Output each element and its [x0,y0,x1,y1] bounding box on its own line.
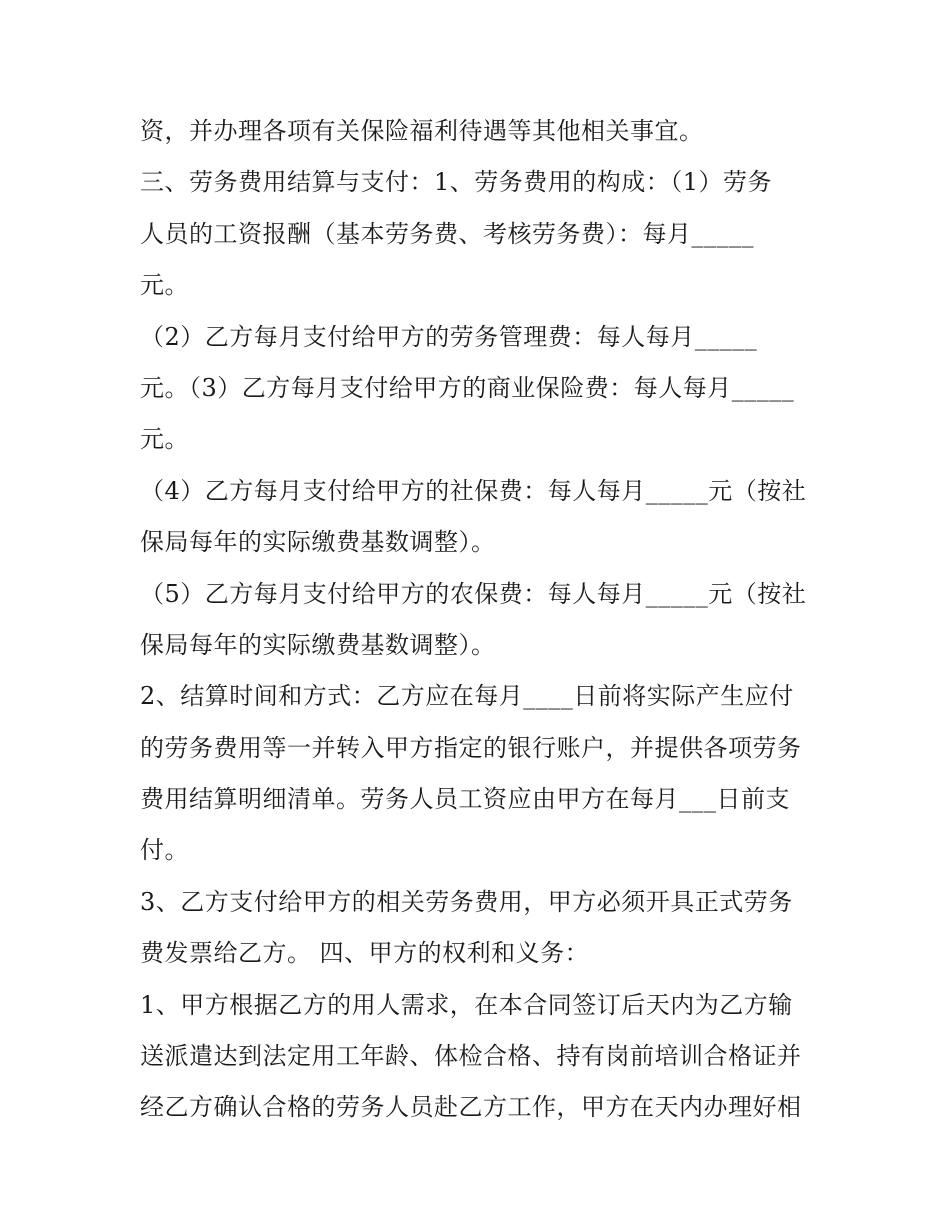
text-line: （5）乙方每月支付给甲方的农保费：每人每月_____元（按社 [140,579,807,608]
text-line: 的劳务费用等一并转入甲方指定的银行账户，并提供各项劳务 [140,733,802,762]
text-line: 送派遣达到法定用工年龄、体检合格、持有岗前培训合格证并 [140,1042,802,1071]
text-line: 元。 [140,425,189,454]
text-line: 元。（3）乙方每月支付给甲方的商业保险费：每人每月_____ [140,373,795,402]
text-line: 元。 [140,271,189,300]
text-line: 资，并办理各项有关保险福利待遇等其他相关事宜。 [140,117,704,145]
text-line: 费用结算明细清单。劳务人员工资应由甲方在每月___日前支 [140,785,790,814]
document-body [140,106,830,1134]
text-line: 保局每年的实际缴费基数调整）。 [140,528,496,557]
text-line: （4）乙方每月支付给甲方的社保费：每人每月_____元（按社 [140,476,807,505]
text-line: 经乙方确认合格的劳务人员赴乙方工作，甲方在天内办理好相 [140,1093,802,1122]
text-line: 费发票给乙方。 四、甲方的权利和义务： [140,939,590,968]
text-line: （2）乙方每月支付给甲方的劳务管理费：每人每月_____ [140,322,758,351]
text-line: 人员的工资报酬（基本劳务费、考核劳务费）：每月_____ [140,219,754,248]
text-line: 1、甲方根据乙方的用人需求，在本合同签订后天内为乙方输 [140,990,793,1019]
text-line: 保局每年的实际缴费基数调整）。 [140,630,496,659]
text-line: 三、劳务费用结算与支付：1、劳务费用的构成：（1）劳务 [140,168,773,197]
text-line: 付。 [140,836,189,865]
text-line: 2、结算时间和方式：乙方应在每月____日前将实际产生应付 [140,682,794,711]
text-line: 3、乙方支付给甲方的相关劳务费用，甲方必须开具正式劳务 [140,887,793,916]
